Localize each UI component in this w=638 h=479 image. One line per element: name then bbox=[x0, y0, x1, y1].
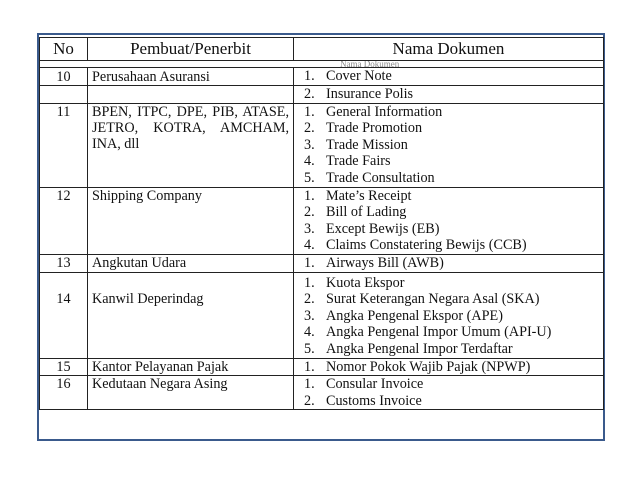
document-number: 5. bbox=[304, 340, 315, 357]
row-number bbox=[40, 86, 88, 104]
document-item bbox=[304, 170, 599, 187]
row-documents bbox=[294, 103, 604, 187]
document-item bbox=[304, 308, 599, 325]
document-item bbox=[304, 86, 599, 103]
row-documents bbox=[294, 187, 604, 254]
table-row bbox=[40, 254, 604, 272]
document-name: Angka Pengenal Impor Terdaftar bbox=[326, 340, 513, 357]
document-table bbox=[39, 37, 604, 410]
row-documents bbox=[294, 358, 604, 376]
document-list bbox=[298, 188, 599, 254]
document-item bbox=[304, 341, 599, 358]
document-number: 1. bbox=[304, 358, 315, 375]
document-name: Bill of Lading bbox=[326, 204, 407, 221]
row-documents bbox=[294, 272, 604, 358]
document-name: General Information bbox=[326, 103, 443, 120]
document-number: 5. bbox=[304, 169, 315, 186]
document-name: Angka Pengenal Ekspor (APE) bbox=[326, 307, 503, 324]
document-name: Mate’s Receipt bbox=[326, 187, 412, 204]
document-number: 3. bbox=[304, 220, 315, 237]
row-publisher bbox=[88, 86, 294, 104]
document-item bbox=[304, 359, 599, 376]
document-number: 2. bbox=[304, 392, 315, 409]
document-list bbox=[298, 359, 599, 376]
row-number: 10 bbox=[40, 68, 88, 86]
document-number: 2. bbox=[304, 204, 315, 221]
document-number: 1. bbox=[304, 103, 315, 120]
header-publisher: Pembuat/Penerbit bbox=[88, 38, 294, 61]
header-docs: Nama Dokumen bbox=[294, 38, 604, 61]
document-name: Angka Pengenal Impor Umum (API-U) bbox=[326, 324, 552, 341]
document-name: Trade Consultation bbox=[326, 169, 435, 186]
document-number: 1. bbox=[304, 254, 315, 271]
row-number: 13 bbox=[40, 254, 88, 272]
row-publisher: Perusahaan Asuransi bbox=[88, 68, 294, 86]
document-item bbox=[304, 291, 599, 308]
row-documents bbox=[294, 68, 604, 86]
document-item bbox=[304, 68, 599, 85]
table-row bbox=[40, 358, 604, 376]
document-list bbox=[298, 255, 599, 272]
row-number: 16 bbox=[40, 376, 88, 410]
document-item bbox=[304, 237, 599, 254]
document-item bbox=[304, 188, 599, 205]
document-name: Consular Invoice bbox=[326, 376, 424, 393]
document-list bbox=[298, 275, 599, 358]
header-row bbox=[40, 38, 604, 61]
document-name: Surat Keterangan Negara Asal (SKA) bbox=[326, 291, 540, 308]
document-list bbox=[298, 68, 599, 85]
table-row bbox=[40, 272, 604, 358]
row-publisher: Shipping Company bbox=[88, 187, 294, 254]
row-number: 11 bbox=[40, 103, 88, 187]
table-row bbox=[40, 86, 604, 104]
document-name: Insurance Polis bbox=[326, 86, 414, 102]
document-list bbox=[298, 104, 599, 187]
document-item bbox=[304, 137, 599, 154]
document-item bbox=[304, 221, 599, 238]
header-no: No bbox=[40, 38, 88, 61]
row-publisher: Kanwil Deperindag bbox=[88, 272, 294, 358]
row-documents bbox=[294, 254, 604, 272]
document-item bbox=[304, 153, 599, 170]
row-publisher: BPEN, ITPC, DPE, PIB, ATASE, JETRO, KOTRA, AMCHAM, INA, dll bbox=[88, 103, 294, 187]
document-number: 1. bbox=[304, 187, 315, 204]
document-item bbox=[304, 204, 599, 221]
document-name: Claims Constatering Bewijs (CCB) bbox=[326, 237, 527, 254]
cut-text: Nama Dokumen bbox=[40, 61, 604, 68]
document-name: Trade Fairs bbox=[326, 153, 391, 170]
row-publisher: Angkutan Udara bbox=[88, 254, 294, 272]
row-number: 12 bbox=[40, 187, 88, 254]
document-name: Airways Bill (AWB) bbox=[326, 254, 444, 271]
table-body bbox=[40, 61, 604, 410]
document-number: 2. bbox=[304, 291, 315, 308]
document-name: Nomor Pokok Wajib Pajak (NPWP) bbox=[326, 358, 531, 375]
document-number: 4. bbox=[304, 153, 315, 170]
document-name: Customs Invoice bbox=[326, 392, 422, 409]
document-name: Kuota Ekspor bbox=[326, 274, 405, 291]
document-item bbox=[304, 324, 599, 341]
document-number: 3. bbox=[304, 307, 315, 324]
document-list bbox=[298, 376, 599, 409]
document-number: 1. bbox=[304, 274, 315, 291]
document-number: 2. bbox=[304, 86, 315, 102]
document-name: Cover Note bbox=[326, 68, 392, 85]
document-number: 4. bbox=[304, 324, 315, 341]
row-documents bbox=[294, 376, 604, 410]
table-row bbox=[40, 68, 604, 86]
document-item bbox=[304, 104, 599, 121]
document-number: 1. bbox=[304, 376, 315, 393]
document-list bbox=[298, 86, 599, 103]
document-name: Trade Promotion bbox=[326, 120, 423, 137]
document-item bbox=[304, 275, 599, 292]
document-name: Trade Mission bbox=[326, 136, 408, 153]
document-name: Except Bewijs (EB) bbox=[326, 220, 440, 237]
document-item bbox=[304, 255, 599, 272]
row-publisher: Kantor Pelayanan Pajak bbox=[88, 358, 294, 376]
document-number: 1. bbox=[304, 68, 315, 85]
document-number: 2. bbox=[304, 120, 315, 137]
document-number: 4. bbox=[304, 237, 315, 254]
table-row bbox=[40, 187, 604, 254]
document-item bbox=[304, 376, 599, 393]
cut-row bbox=[40, 61, 604, 68]
document-number: 3. bbox=[304, 136, 315, 153]
row-number: 15 bbox=[40, 358, 88, 376]
row-publisher: Kedutaan Negara Asing bbox=[88, 376, 294, 410]
row-documents bbox=[294, 86, 604, 104]
document-item bbox=[304, 393, 599, 410]
row-number: 14 bbox=[40, 272, 88, 358]
table-row bbox=[40, 103, 604, 187]
table-row bbox=[40, 376, 604, 410]
document-item bbox=[304, 120, 599, 137]
